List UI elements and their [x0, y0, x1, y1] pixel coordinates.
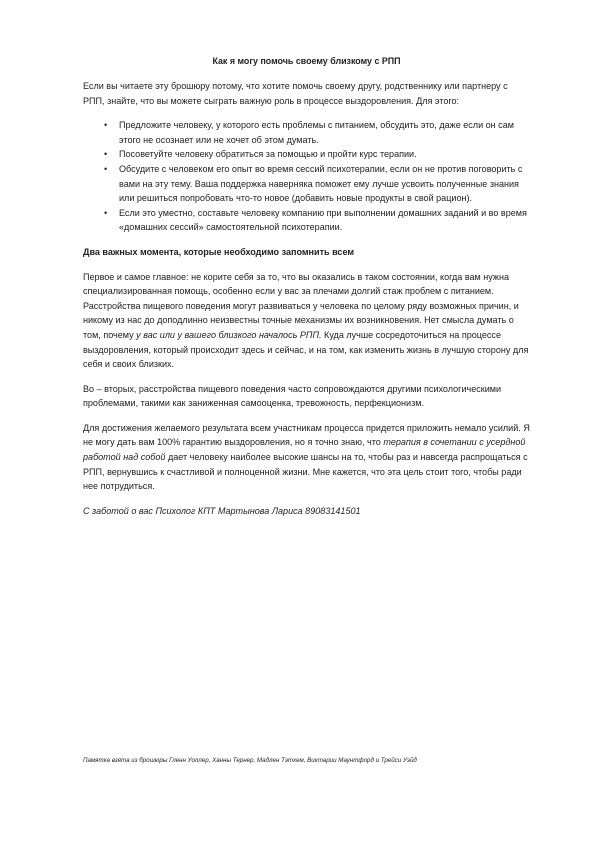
list-item: • Если это уместно, составьте человеку компанию при выполнении домашних заданий и во время «домашних сессий» самостоятельной психотерапии.	[119, 206, 530, 235]
document-body	[83, 55, 530, 528]
paragraph-emphasis: у вас или у вашего близкого началось РПП.	[136, 329, 322, 340]
paragraph-text: дает человеку наиболее высокие шансы на то, чтобы раз и навсегда распрощаться с РПП, вернувшись к счастливой и полноценной жизни. Мне кажется, что эта цель стоит того, чтобы ради нее потрудиться.	[83, 452, 528, 492]
paragraph-text: Первое и самое главное: не корите себя за то, что вы оказались в таком состоянии, когда вам нужна специализированная помощь, особенно если у вас за плечами долгий стаж проблем с питанием. Расстройства пищевого поведения могут развиваться у человека по целому ряду возможных причин, и никому из нас до доподлинно неизвестны точные механизмы их возникновения. Нет смысла думать о том, почему	[83, 271, 519, 340]
list-item: • Обсудите с человеком его опыт во время сессий психотерапии, если он не против поговорить с вами на эту тему. Ваша поддержка наверняка поможет ему лучше усвоить полученные знания или решиться попробовать что-то новое (добавить новые продукты в свой рацион).	[119, 162, 530, 206]
paragraph-first-point	[83, 270, 530, 372]
paragraph-text: Для достижения желаемого результата всем участникам процесса придется приложить немало усилий. Я не могу дать вам 100% гарантию выздоровления, но я точно знаю, что	[83, 422, 530, 448]
section-heading: Два важных момента, которые необходимо запомнить всем	[83, 246, 355, 257]
paragraph-conclusion	[83, 421, 530, 494]
paragraph-emphasis: терапия в сочетании с усердной работой над собой	[83, 437, 526, 463]
source-footnote: Памятка взята из брошюры Гленн Уоллер, Ханны Тернер, Мадлен Тэтхем, Виктарии Маунтфорд и Трейси Уэйд	[83, 757, 417, 764]
list-item: • Предложите человеку, у которого есть проблемы с питанием, обсудить это, даже если он сам этого не осознает или не хочет об этом думать.	[119, 118, 530, 147]
paragraph-text: Куда лучше сосредоточиться на процессе выздоровления, который происходит здесь и сейчас, и на том, как изменить жизнь в лучшую сторону для себя и своих близких.	[83, 329, 529, 370]
paragraph-second-point: Во – вторых, расстройства пищевого поведения часто сопровождаются другими психологическими проблемами, такими как заниженная самооценка, тревожность, перфекционизм.	[83, 383, 502, 409]
advice-list	[83, 118, 530, 235]
list-item: • Посоветуйте человеку обратиться за помощью и пройти курс терапии.	[119, 147, 530, 162]
document-title: Как я могу помочь своему близкому с РПП	[212, 56, 401, 66]
intro-paragraph: Если вы читаете эту брошюру потому, что хотите помочь своему другу, родственнику или партнеру с РПП, знайте, что вы можете сыграть важную роль в процессе выздоровления. Для этого:	[83, 81, 508, 106]
author-signature: С заботой о вас Психолог КПТ Мартынова Лариса 89083141501	[83, 505, 361, 516]
